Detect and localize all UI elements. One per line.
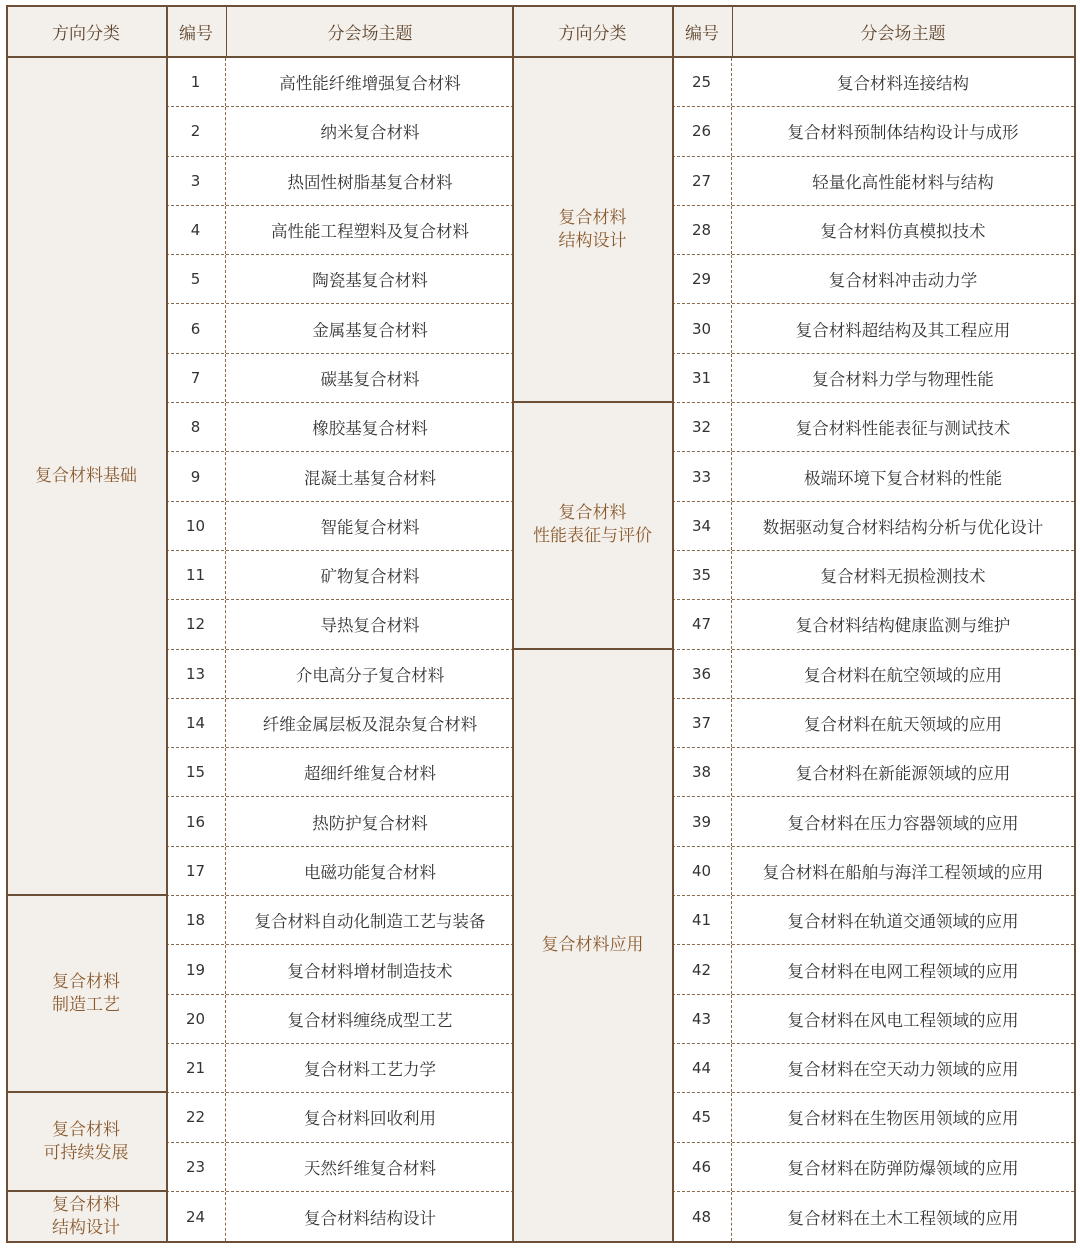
table-row <box>672 748 1074 797</box>
table-row <box>166 403 514 452</box>
session-topic: 复合材料仿真模拟技术 <box>820 222 986 242</box>
session-number: 22 <box>166 1093 226 1141</box>
table-row <box>672 107 1074 156</box>
session-topic: 复合材料在新能源领域的应用 <box>795 764 1011 784</box>
session-number: 44 <box>672 1044 732 1092</box>
session-number: 31 <box>672 354 732 402</box>
session-topic: 复合材料预制体结构设计与成形 <box>787 123 1019 143</box>
header-topic: 分会场主题 <box>327 24 413 44</box>
table-row <box>166 255 514 304</box>
session-topic: 复合材料在风电工程领域的应用 <box>787 1010 1019 1030</box>
session-number: 5 <box>166 255 226 303</box>
session-number: 48 <box>672 1192 732 1241</box>
table-header <box>513 7 1074 58</box>
session-topic: 超细纤维复合材料 <box>304 764 436 784</box>
session-number: 20 <box>166 995 226 1043</box>
session-topic: 轻量化高性能材料与结构 <box>812 172 994 192</box>
table-row <box>672 847 1074 896</box>
table-row <box>672 354 1074 403</box>
session-topic: 复合材料工艺力学 <box>304 1060 436 1080</box>
session-topic: 电磁功能复合材料 <box>304 862 436 882</box>
table-border <box>512 5 514 1243</box>
table-row <box>672 452 1074 501</box>
session-number: 28 <box>672 206 732 254</box>
session-number: 34 <box>672 502 732 550</box>
category-cell: 复合材料应用 <box>513 650 672 1242</box>
session-number: 33 <box>672 452 732 500</box>
category-cell: 复合材料 结构设计 <box>6 1192 166 1241</box>
session-topic: 陶瓷基复合材料 <box>312 271 428 291</box>
session-topic: 复合材料在生物医用领域的应用 <box>787 1109 1019 1129</box>
session-number: 32 <box>672 403 732 451</box>
category-cell: 复合材料 结构设计 <box>513 58 672 403</box>
session-topic: 复合材料力学与物理性能 <box>812 369 994 389</box>
table-row <box>672 600 1074 649</box>
table-row <box>672 58 1074 107</box>
session-topic: 橡胶基复合材料 <box>312 419 428 439</box>
session-number: 47 <box>672 600 732 648</box>
session-topic: 复合材料回收利用 <box>304 1109 436 1129</box>
session-number: 4 <box>166 206 226 254</box>
session-topic: 复合材料性能表征与测试技术 <box>795 419 1011 439</box>
session-number: 16 <box>166 798 226 846</box>
table-row <box>672 1044 1074 1093</box>
table-header <box>6 7 514 58</box>
category-cell: 复合材料 可持续发展 <box>6 1093 166 1192</box>
session-topic: 极端环境下复合材料的性能 <box>804 468 1002 488</box>
table-row <box>166 1143 514 1192</box>
session-number: 13 <box>166 650 226 698</box>
session-number: 40 <box>672 847 732 895</box>
session-number: 9 <box>166 452 226 500</box>
table-border <box>6 5 8 1243</box>
session-topic: 复合材料增材制造技术 <box>287 961 453 981</box>
session-number: 7 <box>166 354 226 402</box>
table-row <box>672 502 1074 551</box>
session-number: 27 <box>672 157 732 205</box>
session-topic: 复合材料在防弹防爆领域的应用 <box>787 1158 1019 1178</box>
session-number: 37 <box>672 699 732 747</box>
session-topic: 天然纤维复合材料 <box>304 1158 436 1178</box>
table-row <box>166 945 514 994</box>
session-number: 30 <box>672 305 732 353</box>
column-divider <box>672 7 674 1241</box>
session-topic: 混凝土基复合材料 <box>304 468 436 488</box>
session-number: 25 <box>672 58 732 106</box>
table-row <box>672 1192 1074 1241</box>
session-topic: 复合材料在航天领域的应用 <box>804 715 1002 735</box>
session-topic: 复合材料在轨道交通领域的应用 <box>787 912 1019 932</box>
session-number: 15 <box>166 748 226 796</box>
session-number: 43 <box>672 995 732 1043</box>
session-number: 17 <box>166 847 226 895</box>
session-number: 24 <box>166 1192 226 1241</box>
session-number: 14 <box>166 699 226 747</box>
column-divider <box>166 7 168 1241</box>
table-row <box>672 551 1074 600</box>
session-table-left <box>6 5 514 1243</box>
session-number: 1 <box>166 58 226 106</box>
table-row <box>166 157 514 206</box>
session-topic: 碳基复合材料 <box>320 369 420 389</box>
table-row <box>166 551 514 600</box>
session-topic: 复合材料缠绕成型工艺 <box>287 1010 453 1030</box>
header-divider <box>732 7 733 56</box>
session-topic: 复合材料自动化制造工艺与装备 <box>254 912 486 932</box>
table-row <box>166 600 514 649</box>
table-row <box>672 1143 1074 1192</box>
session-topic: 智能复合材料 <box>320 517 420 537</box>
table-border <box>1074 5 1076 1243</box>
table-row <box>166 1093 514 1142</box>
category-cell: 复合材料 性能表征与评价 <box>513 403 672 650</box>
session-topic: 复合材料在土木工程领域的应用 <box>787 1208 1019 1228</box>
table-row <box>166 995 514 1044</box>
table-row <box>166 896 514 945</box>
session-topic: 热固性树脂基复合材料 <box>287 172 453 192</box>
table-row <box>672 157 1074 206</box>
session-topic: 复合材料超结构及其工程应用 <box>795 320 1011 340</box>
session-topic: 复合材料在压力容器领域的应用 <box>787 813 1019 833</box>
table-row <box>672 206 1074 255</box>
table-row <box>166 650 514 699</box>
table-row <box>672 1093 1074 1142</box>
session-topic: 纤维金属层板及混杂复合材料 <box>262 715 478 735</box>
session-number: 46 <box>672 1143 732 1191</box>
table-row <box>672 995 1074 1044</box>
session-topic: 纳米复合材料 <box>320 123 420 143</box>
session-number: 10 <box>166 502 226 550</box>
session-topic: 复合材料无损检测技术 <box>820 567 986 587</box>
session-topic: 数据驱动复合材料结构分析与优化设计 <box>762 517 1044 537</box>
category-cell: 复合材料基础 <box>6 58 166 896</box>
session-topic: 复合材料结构健康监测与维护 <box>795 616 1011 636</box>
table-row <box>166 305 514 354</box>
session-topic: 高性能纤维增强复合材料 <box>279 74 461 94</box>
table-row <box>672 403 1074 452</box>
table-row <box>166 107 514 156</box>
session-number: 45 <box>672 1093 732 1141</box>
table-row <box>672 798 1074 847</box>
table-row <box>166 748 514 797</box>
session-number: 38 <box>672 748 732 796</box>
session-number: 23 <box>166 1143 226 1191</box>
session-number: 39 <box>672 798 732 846</box>
session-number: 36 <box>672 650 732 698</box>
table-row <box>166 502 514 551</box>
category-cell: 复合材料 制造工艺 <box>6 896 166 1093</box>
table-row <box>166 354 514 403</box>
session-number: 29 <box>672 255 732 303</box>
table-row <box>672 945 1074 994</box>
session-topic: 热防护复合材料 <box>312 813 428 833</box>
session-number: 3 <box>166 157 226 205</box>
table-row <box>672 255 1074 304</box>
session-topic: 介电高分子复合材料 <box>295 665 445 685</box>
header-number: 编号 <box>179 24 213 44</box>
session-number: 12 <box>166 600 226 648</box>
table-row <box>166 699 514 748</box>
table-row <box>166 452 514 501</box>
table-row <box>166 1192 514 1241</box>
session-topic: 矿物复合材料 <box>320 567 420 587</box>
session-topic: 复合材料在船舶与海洋工程领域的应用 <box>762 862 1044 882</box>
session-number: 42 <box>672 945 732 993</box>
table-row <box>166 1044 514 1093</box>
session-topic: 复合材料在电网工程领域的应用 <box>787 961 1019 981</box>
table-row <box>166 798 514 847</box>
header-divider <box>226 7 227 56</box>
table-row <box>166 847 514 896</box>
table-row <box>166 58 514 107</box>
table-row <box>672 699 1074 748</box>
session-number: 26 <box>672 107 732 155</box>
header-topic: 分会场主题 <box>860 24 946 44</box>
session-topic: 导热复合材料 <box>320 616 420 636</box>
session-number: 35 <box>672 551 732 599</box>
header-category: 方向分类 <box>52 24 120 44</box>
session-number: 21 <box>166 1044 226 1092</box>
session-topic: 金属基复合材料 <box>312 320 428 340</box>
table-row <box>672 650 1074 699</box>
session-topic: 高性能工程塑料及复合材料 <box>271 222 469 242</box>
header-number: 编号 <box>685 24 719 44</box>
table-row <box>166 206 514 255</box>
session-topic: 复合材料连接结构 <box>837 74 969 94</box>
session-topic: 复合材料在空天动力领域的应用 <box>787 1060 1019 1080</box>
session-topic: 复合材料结构设计 <box>304 1208 436 1228</box>
session-number: 2 <box>166 107 226 155</box>
session-table-right <box>513 5 1074 1243</box>
header-category: 方向分类 <box>558 24 627 44</box>
session-number: 19 <box>166 945 226 993</box>
table-row <box>672 305 1074 354</box>
session-topic: 复合材料在航空领域的应用 <box>804 665 1002 685</box>
session-number: 18 <box>166 896 226 944</box>
session-number: 11 <box>166 551 226 599</box>
session-number: 41 <box>672 896 732 944</box>
table-row <box>672 896 1074 945</box>
session-topic: 复合材料冲击动力学 <box>828 271 978 291</box>
session-number: 8 <box>166 403 226 451</box>
session-number: 6 <box>166 305 226 353</box>
